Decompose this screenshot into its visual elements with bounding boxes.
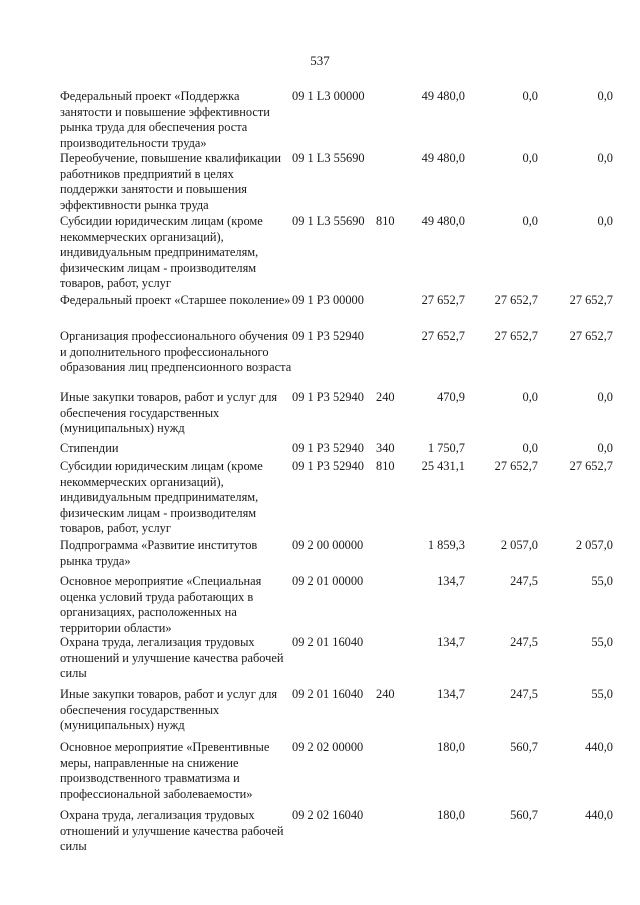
- row-value-3: 0,0: [597, 151, 613, 165]
- table-row: [0, 687, 640, 740]
- row-value-3: 0,0: [597, 89, 613, 103]
- row-value-1: 134,7: [437, 574, 465, 588]
- row-value-1: 134,7: [437, 687, 465, 701]
- row-value-2: 0,0: [522, 390, 538, 404]
- row-expense-type: 810: [376, 459, 395, 473]
- row-code: 09 1 L3 55690: [292, 151, 365, 165]
- table-row: [0, 538, 640, 574]
- row-value-1: 134,7: [437, 635, 465, 649]
- row-name: Стипендии: [60, 441, 119, 455]
- table-row: [0, 89, 640, 151]
- table-row: [0, 214, 640, 293]
- row-value-3: 0,0: [597, 214, 613, 228]
- table-row: [0, 329, 640, 390]
- table-row: [0, 740, 640, 808]
- row-expense-type: 240: [376, 687, 395, 701]
- row-code: 09 1 P3 52940: [292, 441, 364, 455]
- row-code: 09 1 L3 00000: [292, 89, 365, 103]
- row-value-1: 49 480,0: [421, 214, 465, 228]
- row-name: Субсидии юридическим лицам (кроме некоммерческих организаций), индивидуальным предпринимателям, физическим лицам - производителям товаров, работ, услуг: [60, 459, 263, 535]
- row-value-1: 1 859,3: [427, 538, 465, 552]
- row-value-1: 27 652,7: [421, 329, 465, 343]
- row-value-2: 247,5: [510, 574, 538, 588]
- page-number: 537: [310, 53, 330, 68]
- row-value-3: 27 652,7: [569, 329, 613, 343]
- row-value-2: 27 652,7: [494, 329, 538, 343]
- table-row: [0, 441, 640, 459]
- table-row: [0, 574, 640, 635]
- row-value-3: 440,0: [585, 808, 613, 822]
- row-code: 09 2 02 16040: [292, 808, 364, 822]
- row-value-2: 2 057,0: [500, 538, 538, 552]
- row-name: Иные закупки товаров, работ и услуг для обеспечения государственных (муниципальных) нужд: [60, 687, 278, 732]
- row-value-3: 27 652,7: [569, 293, 613, 307]
- row-value-2: 247,5: [510, 687, 538, 701]
- row-name: Основное мероприятие «Специальная оценка условий труда работающих в организациях, расположенных на территории области»: [60, 574, 262, 635]
- table-row: [0, 293, 640, 329]
- row-value-2: 0,0: [522, 214, 538, 228]
- row-value-3: 440,0: [585, 740, 613, 754]
- row-code: 09 1 P3 52940: [292, 459, 364, 473]
- row-name: Федеральный проект «Старшее поколение»: [60, 293, 291, 307]
- table-row: [0, 635, 640, 687]
- row-expense-type: 240: [376, 390, 395, 404]
- row-value-2: 560,7: [510, 740, 538, 754]
- row-value-3: 55,0: [591, 635, 613, 649]
- row-code: 09 1 L3 55690: [292, 214, 365, 228]
- table-row: [0, 808, 640, 858]
- row-code: 09 1 P3 52940: [292, 390, 364, 404]
- row-value-2: 247,5: [510, 635, 538, 649]
- row-name: Основное мероприятие «Превентивные меры, направленные на снижение производственного травматизма и профессиональной заболеваемости»: [60, 740, 270, 801]
- row-value-2: 0,0: [522, 89, 538, 103]
- table-row: [0, 151, 640, 214]
- row-value-2: 560,7: [510, 808, 538, 822]
- row-name: Охрана труда, легализация трудовых отношений и улучшение качества рабочей силы: [60, 808, 284, 853]
- row-name: Охрана труда, легализация трудовых отношений и улучшение качества рабочей силы: [60, 635, 284, 680]
- row-name: Федеральный проект «Поддержка занятости и повышение эффективности рынка труда для обеспечения роста производительности труда»: [60, 89, 270, 150]
- row-code: 09 2 02 00000: [292, 740, 364, 754]
- row-name: Иные закупки товаров, работ и услуг для обеспечения государственных (муниципальных) нужд: [60, 390, 278, 435]
- row-name: Организация профессионального обучения и дополнительного профессионального образования лиц предпенсионного возраста: [60, 329, 292, 374]
- row-value-2: 27 652,7: [494, 293, 538, 307]
- row-value-2: 27 652,7: [494, 459, 538, 473]
- row-code: 09 1 P3 52940: [292, 329, 364, 343]
- row-code: 09 2 01 00000: [292, 574, 364, 588]
- row-name: Переобучение, повышение квалификации работников предприятий в целях поддержки занятости и повышения эффективности рынка труда: [60, 151, 281, 212]
- row-value-1: 49 480,0: [421, 89, 465, 103]
- row-value-1: 470,9: [437, 390, 465, 404]
- row-value-1: 180,0: [437, 808, 465, 822]
- row-expense-type: 340: [376, 441, 395, 455]
- row-name: Подпрограмма «Развитие институтов рынка труда»: [60, 538, 258, 568]
- row-value-2: 0,0: [522, 151, 538, 165]
- table-row: [0, 459, 640, 538]
- row-value-1: 49 480,0: [421, 151, 465, 165]
- row-value-1: 180,0: [437, 740, 465, 754]
- row-value-2: 0,0: [522, 441, 538, 455]
- row-value-1: 27 652,7: [421, 293, 465, 307]
- row-value-3: 0,0: [597, 390, 613, 404]
- table-row: [0, 390, 640, 441]
- row-value-3: 55,0: [591, 574, 613, 588]
- row-code: 09 2 01 16040: [292, 635, 364, 649]
- row-value-3: 27 652,7: [569, 459, 613, 473]
- row-name: Субсидии юридическим лицам (кроме некоммерческих организаций), индивидуальным предпринимателям, физическим лицам - производителям товаров, работ, услуг: [60, 214, 263, 290]
- row-expense-type: 810: [376, 214, 395, 228]
- row-value-1: 25 431,1: [421, 459, 465, 473]
- row-value-1: 1 750,7: [427, 441, 465, 455]
- budget-table: [0, 89, 640, 858]
- row-value-3: 55,0: [591, 687, 613, 701]
- row-code: 09 2 00 00000: [292, 538, 364, 552]
- row-value-3: 0,0: [597, 441, 613, 455]
- row-code: 09 1 P3 00000: [292, 293, 364, 307]
- row-value-3: 2 057,0: [575, 538, 613, 552]
- row-code: 09 2 01 16040: [292, 687, 364, 701]
